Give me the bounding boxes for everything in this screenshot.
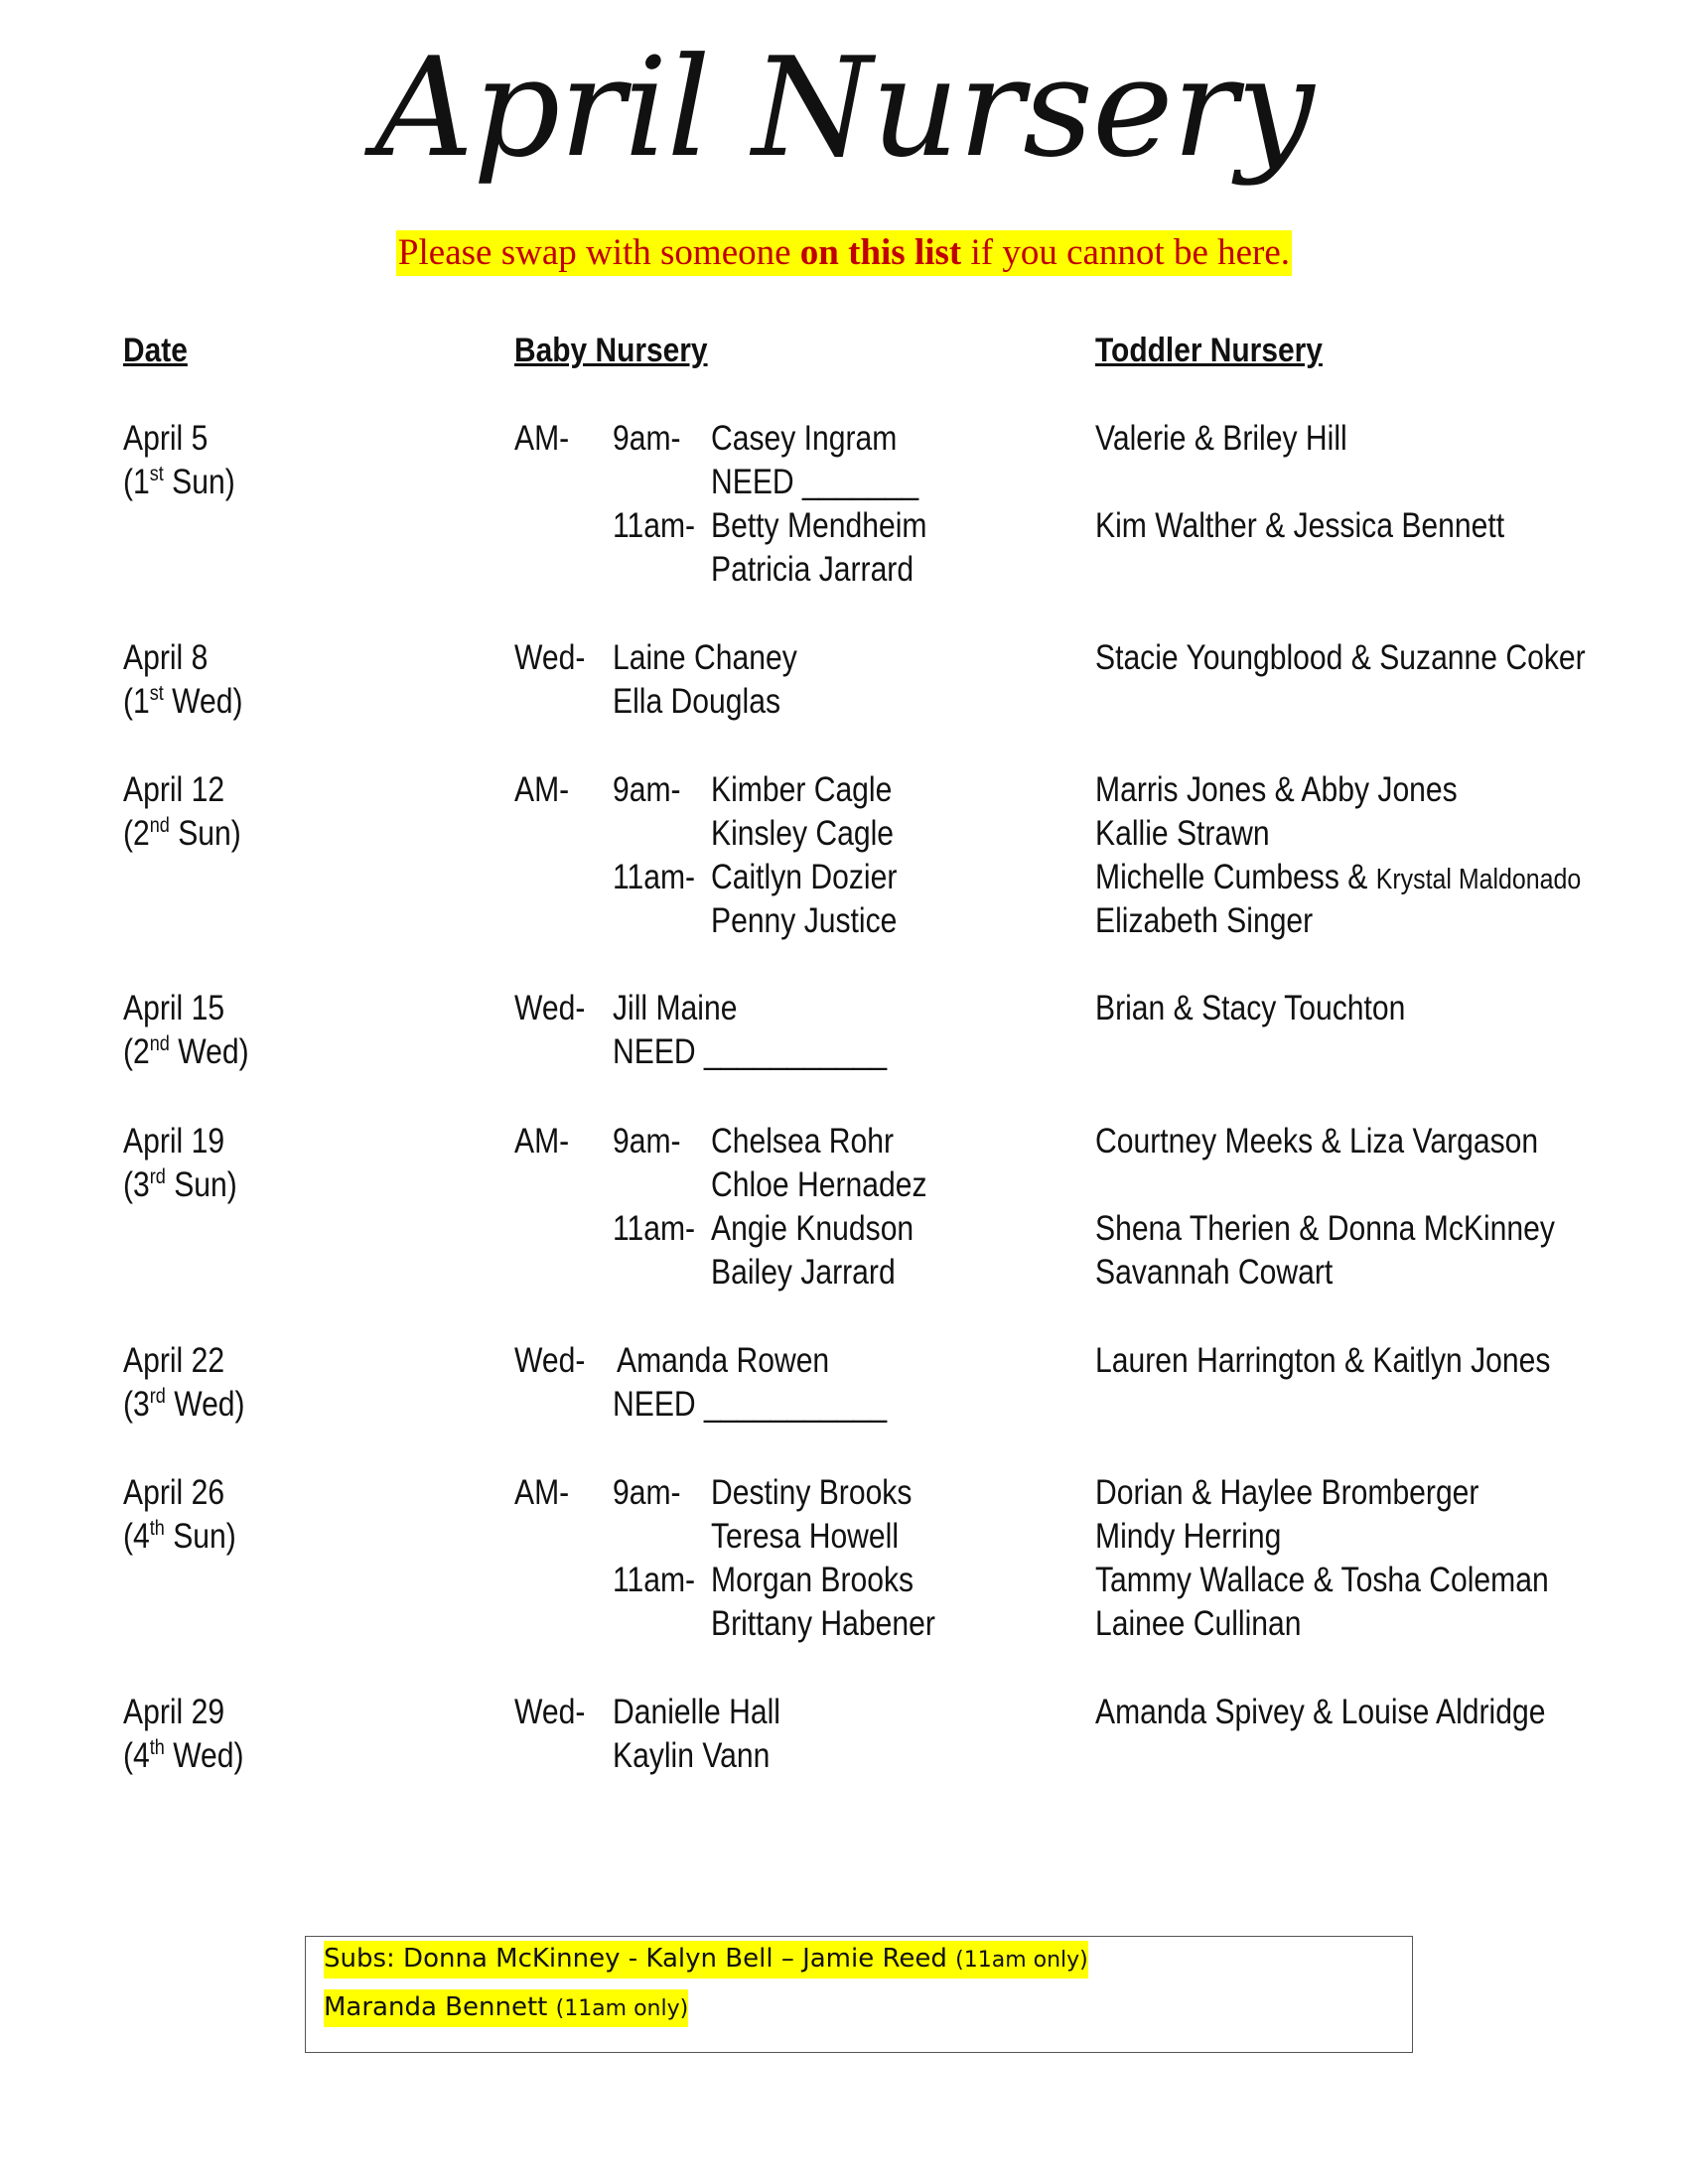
baby-time: 11am- [613,1209,696,1248]
baby-volunteer: Ella Douglas [613,682,780,721]
row-day: (4th Sun) [123,1517,236,1556]
swap-notice-wrap [0,230,1688,276]
toddler-volunteer-small: Krystal Maldonado [1375,864,1582,895]
baby-volunteer: Casey Ingram [711,419,898,458]
row-day: (4th Wed) [123,1736,244,1775]
swap-notice-bold: on this list [799,232,962,273]
toddler-volunteers: Kallie Strawn [1095,814,1270,853]
baby-time: 11am- [613,506,696,545]
baby-volunteer: Chloe Hernadez [711,1165,927,1204]
baby-volunteer: Brittany Habener [711,1604,935,1643]
toddler-volunteers: Marris Jones & Abby Jones [1095,770,1458,809]
row-session: Wed- [514,1341,586,1380]
row-day: (1st Sun) [123,463,235,501]
header-baby-nursery: Baby Nursery [514,332,708,369]
baby-volunteer: NEED ___________ [613,1385,888,1424]
row-day: (3rd Sun) [123,1165,237,1204]
baby-volunteer: Chelsea Rohr [711,1122,895,1160]
baby-time: 9am- [613,1473,681,1512]
row-date: April 26 [123,1473,225,1512]
baby-volunteer: Kinsley Cagle [711,814,895,853]
subs-note: (11am only) [955,1948,1088,1973]
baby-volunteer: Bailey Jarrard [711,1253,896,1292]
baby-time: 9am- [613,770,681,809]
toddler-volunteers: Michelle Cumbess & Krystal Maldonado [1095,858,1582,896]
row-date: April 8 [123,638,209,677]
row-session: Wed- [514,1693,586,1731]
row-session: Wed- [514,638,586,677]
baby-volunteer: Laine Chaney [613,638,797,677]
swap-notice-post: if you cannot be here. [961,232,1291,273]
baby-volunteer: Caitlyn Dozier [711,858,898,896]
row-day: (1st Wed) [123,682,243,721]
row-session: AM- [514,1473,570,1512]
row-session: Wed- [514,989,586,1027]
baby-volunteer: NEED _______ [711,463,919,501]
subs-note: (11am only) [555,1996,689,2021]
toddler-volunteers: Valerie & Briley Hill [1095,419,1347,458]
baby-volunteer: Danielle Hall [613,1693,780,1731]
baby-volunteer: Destiny Brooks [711,1473,913,1512]
header-toddler-nursery: Toddler Nursery [1095,332,1323,369]
row-date: April 15 [123,989,225,1027]
page-title: April Nursery [374,28,1314,188]
baby-time: 9am- [613,419,681,458]
swap-notice-pre: Please swap with someone [397,232,800,273]
toddler-volunteers: Amanda Spivey & Louise Aldridge [1095,1693,1546,1731]
subs-line-1: Subs: Donna McKinney - Kalyn Bell – Jamie Reed (11am only) [324,1941,1088,1979]
baby-volunteer: Angie Knudson [711,1209,914,1248]
row-date: April 29 [123,1693,225,1731]
baby-volunteer: Jill Maine [613,989,738,1027]
toddler-volunteers: Lauren Harrington & Kaitlyn Jones [1095,1341,1551,1380]
toddler-volunteers: Mindy Herring [1095,1517,1282,1556]
baby-volunteer: NEED ___________ [613,1032,888,1071]
toddler-volunteers: Dorian & Haylee Bromberger [1095,1473,1479,1512]
toddler-volunteers: Tammy Wallace & Tosha Coleman [1095,1561,1549,1599]
baby-volunteer: Teresa Howell [711,1517,900,1556]
row-session: AM- [514,770,570,809]
toddler-volunteers: Savannah Cowart [1095,1253,1334,1292]
row-date: April 12 [123,770,225,809]
toddler-volunteers: Lainee Cullinan [1095,1604,1302,1643]
row-day: (2nd Wed) [123,1032,249,1071]
toddler-volunteers: Stacie Youngblood & Suzanne Coker [1095,638,1586,677]
swap-notice [396,230,1292,276]
header-date: Date [123,332,188,369]
baby-time: 9am- [613,1122,681,1160]
row-date: April 19 [123,1122,225,1160]
row-date: April 5 [123,419,209,458]
row-day: (3rd Wed) [123,1385,245,1424]
baby-volunteer: Patricia Jarrard [711,550,914,589]
baby-volunteer: Betty Mendheim [711,506,927,545]
row-session: AM- [514,1122,570,1160]
toddler-volunteers: Shena Therien & Donna McKinney [1095,1209,1555,1248]
subs-line-2: Maranda Bennett (11am only) [324,1989,688,2027]
row-day: (2nd Sun) [123,814,241,853]
row-date: April 22 [123,1341,225,1380]
baby-volunteer: Kimber Cagle [711,770,893,809]
toddler-volunteers: Kim Walther & Jessica Bennett [1095,506,1505,545]
row-session: AM- [514,419,570,458]
baby-volunteer: Penny Justice [711,901,898,940]
toddler-volunteers: Courtney Meeks & Liza Vargason [1095,1122,1539,1160]
baby-volunteer: Kaylin Vann [613,1736,771,1775]
baby-time: 11am- [613,1561,696,1599]
baby-volunteer: Amanda Rowen [617,1341,830,1380]
baby-volunteer: Morgan Brooks [711,1561,914,1599]
toddler-volunteers: Elizabeth Singer [1095,901,1314,940]
toddler-volunteers: Brian & Stacy Touchton [1095,989,1406,1027]
baby-time: 11am- [613,858,696,896]
